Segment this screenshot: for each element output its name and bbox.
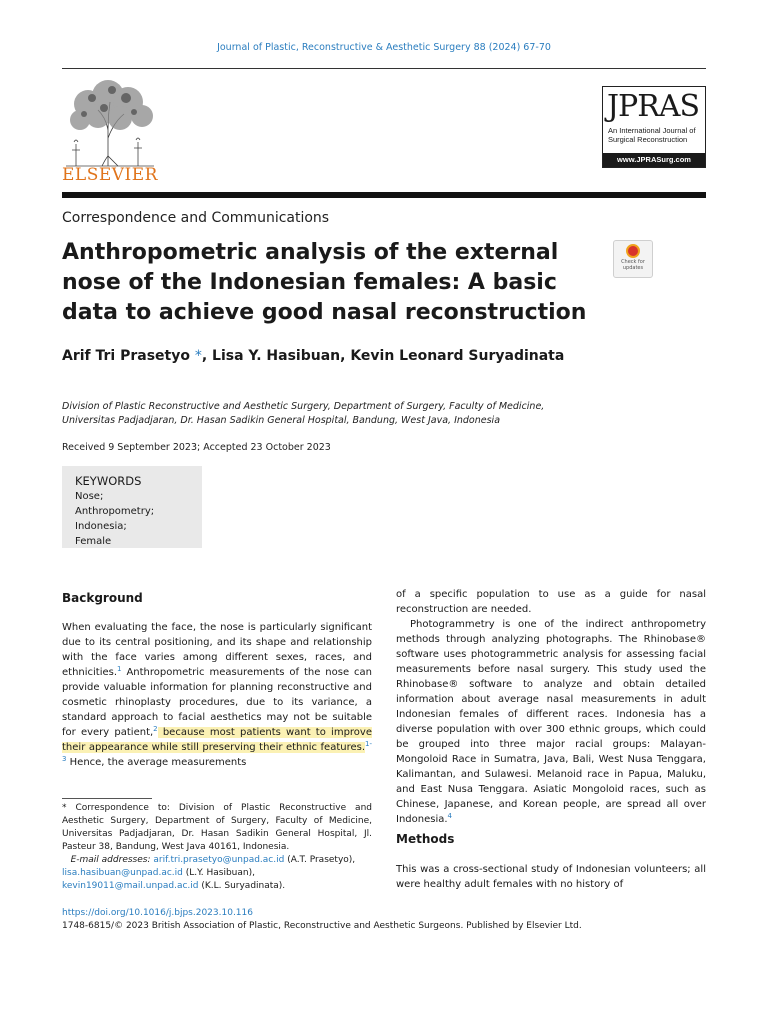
email-label: E-mail addresses: xyxy=(70,855,151,865)
received-dates: Received 9 September 2023; Accepted 23 October 2023 xyxy=(62,442,331,453)
highlighted-text: because most patients want to improve their appearance while still preserving their ethnic features. xyxy=(62,727,372,753)
email-link-suryadinata[interactable]: kevin19011@mail.unpad.ac.id xyxy=(62,881,199,891)
elsevier-tree-logo xyxy=(62,78,158,168)
email-link-prasetyo[interactable]: arif.tri.prasetyo@unpad.ac.id xyxy=(153,855,285,865)
check-for-updates-button[interactable] xyxy=(613,240,653,278)
update-badge-icon xyxy=(626,244,640,258)
reference-link[interactable]: 4 xyxy=(447,812,453,820)
jpras-subtitle: An International Journal of Surgical Reconstruction xyxy=(608,126,696,144)
email-owner: (K.L. Suryadinata). xyxy=(198,881,286,891)
author-first: Arif Tri Prasetyo xyxy=(62,348,190,364)
reference-link[interactable]: 1 xyxy=(117,665,122,673)
methods-paragraph: This was a cross-sectional study of Indonesian volunteers; all were healthy adult females with no history of xyxy=(396,864,706,890)
keywords-box xyxy=(62,466,202,548)
reference-link[interactable]: 1-3 xyxy=(62,740,372,763)
footnote-divider xyxy=(62,798,152,799)
copyright-line: 1748-6815/© 2023 British Association of Plastic, Reconstructive and Aesthetic Surgeons. Published by Elsevier Ltd. xyxy=(62,921,582,931)
keyword-item: Nose; xyxy=(75,491,104,502)
affiliation: Division of Plastic Reconstructive and Aesthetic Surgery, Department of Surgery, Faculty of Medicine, Universitas Padjadjaran, Dr. Hasan Sadikin General Hospital, Bandung, West Java, Indonesia xyxy=(62,401,545,426)
background-text-b: Anthropometric measurements of the nose can provide valuable information for planning reconstructive and cosmetic rhinoplasty procedures, due to its variance, a standard approach to facial aesthetics may not be suitable for every patient, xyxy=(62,667,372,738)
methods-heading: Methods xyxy=(396,832,455,846)
keyword-item: Anthropometry; xyxy=(75,506,155,517)
footnote-text: Correspondence to: Division of Plastic Reconstructive and Aesthetic Surgery, Department of Surgery, Faculty of Medicine, Universitas Padjadjaran, Dr. Hasan Sadikin General Hospital, Jl. Pasteur 38, Bandung, West Java 40161, Indonesia. xyxy=(62,803,372,852)
journal-citation-link[interactable]: Journal of Plastic, Reconstructive & Aesthetic Surgery 88 (2024) 67-70 xyxy=(217,42,551,53)
email-link-hasibuan[interactable]: lisa.hasibuan@unpad.ac.id xyxy=(62,868,183,878)
correspondence-footnote xyxy=(62,802,372,893)
header-divider xyxy=(62,68,706,69)
footnote-star: * xyxy=(62,803,67,813)
email-owner: (A.T. Prasetyo), xyxy=(284,855,356,865)
photogrammetry-paragraph: Photogrammetry is one of the indirect anthropometry methods through analyzing photographs. The Rhinobase® software uses photogrammetric analysis for assessing facial measurements before nasal surgery. This study used the Rhinobase® software to analyze and obtain detailed information about average nasal measurements in adult Indonesian females of different races. Indonesia has a diverse population with over 300 ethnic groups, which could be grouped into three major racial groups: Malayan-Mongoloid Race in Sumatra, Java, Bali, West Nusa Tenggara, Kalimantan, and Sulawesi. Melanoid race in Papua, Maluku, and East Nusa Tenggara. Asiatic Mongoloid races, such as Chinese, Japanese, and Korean people, are spread all over Indonesia. xyxy=(396,619,706,825)
background-continuation: of a specific population to use as a guide for nasal reconstruction are needed. xyxy=(396,589,706,615)
article-section-type: Correspondence and Communications xyxy=(62,210,330,226)
keyword-item: Female xyxy=(75,536,112,547)
elsevier-wordmark: ELSEVIER xyxy=(62,165,158,185)
reference-link[interactable]: 2 xyxy=(153,725,158,733)
article-title: Anthropometric analysis of the external nose of the Indonesian females: A basic data to achieve good nasal reconstruction xyxy=(62,240,587,325)
keyword-item: Indonesia; xyxy=(75,521,127,532)
check-for-updates-label: Check for updates xyxy=(621,259,645,271)
jpras-logo xyxy=(602,86,706,168)
author-list xyxy=(62,348,564,364)
email-owner: (L.Y. Hasibuan), xyxy=(182,868,255,878)
background-continued xyxy=(396,587,706,827)
background-paragraph xyxy=(62,620,372,770)
header-thick-divider xyxy=(62,192,706,198)
jpras-title: JPRAS xyxy=(607,89,700,124)
author-others: , Lisa Y. Hasibuan, Kevin Leonard Suryadinata xyxy=(201,348,565,364)
doi-link[interactable]: https://doi.org/10.1016/j.bjps.2023.10.116 xyxy=(62,908,253,918)
background-text-d: Hence, the average measurements xyxy=(66,757,247,768)
jpras-url: www.JPRASurg.com xyxy=(603,153,705,167)
corresponding-author-link[interactable]: * xyxy=(194,348,202,364)
background-heading: Background xyxy=(62,591,143,605)
keywords-heading: KEYWORDS xyxy=(75,474,142,488)
background-text-a: When evaluating the face, the nose is particularly significant due to its central positioning, and its shape and relationship with the face varies among different sexes, races, and ethnicities. xyxy=(62,622,372,678)
